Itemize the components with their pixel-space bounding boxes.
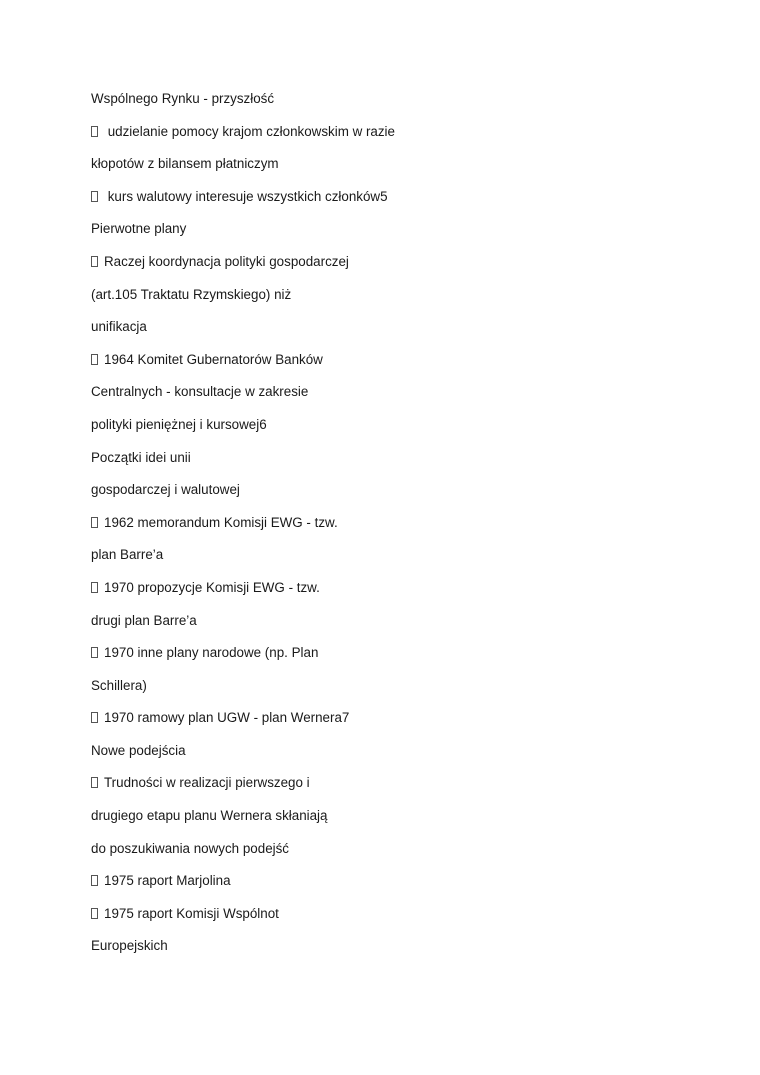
line-text: 1970 propozycje Komisji EWG - tzw. (104, 579, 320, 595)
line-text: Raczej koordynacja polityki gospodarczej (104, 253, 349, 269)
missing-glyph-icon (91, 256, 98, 267)
line-text: 1970 inne plany narodowe (np. Plan (104, 645, 319, 661)
bullet-line (91, 121, 711, 154)
text-line (91, 935, 711, 968)
line-text: 1975 raport Komisji Wspólnot (104, 905, 279, 921)
text-line (91, 838, 711, 871)
line-text: plan Barre’a (91, 547, 164, 563)
text-line (91, 675, 711, 708)
missing-glyph-icon (91, 908, 98, 919)
line-text: udzielanie pomocy krajom członkowskim w razie (104, 123, 395, 139)
missing-glyph-icon (91, 517, 98, 528)
line-text: 1970 ramowy plan UGW - plan Wernera7 (104, 710, 350, 726)
bullet-line (91, 349, 711, 382)
line-text: drugiego etapu planu Wernera skłaniają (91, 808, 328, 824)
bullet-line (91, 251, 711, 284)
missing-glyph-icon (91, 191, 98, 202)
line-text: Trudności w realizacji pierwszego i (104, 775, 310, 791)
text-line (91, 414, 711, 447)
bullet-line (91, 642, 711, 675)
line-text: Europejskich (91, 938, 168, 954)
line-text: gospodarczej i walutowej (91, 482, 240, 498)
missing-glyph-icon (91, 126, 98, 137)
missing-glyph-icon (91, 712, 98, 723)
text-line (91, 544, 711, 577)
line-text: Początki idei unii (91, 449, 191, 465)
text-line (91, 381, 711, 414)
line-text: Centralnych - konsultacje w zakresie (91, 384, 309, 400)
line-text: Schillera) (91, 677, 147, 693)
text-line (91, 805, 711, 838)
line-text: do poszukiwania nowych podejść (91, 840, 290, 856)
bullet-line (91, 870, 711, 903)
line-text: polityki pieniężnej i kursowej6 (91, 416, 267, 432)
bullet-line (91, 707, 711, 740)
missing-glyph-icon (91, 354, 98, 365)
bullet-line (91, 772, 711, 805)
line-text: 1964 Komitet Gubernatorów Banków (104, 351, 323, 367)
missing-glyph-icon (91, 582, 98, 593)
line-text: Nowe podejścia (91, 742, 186, 758)
bullet-line (91, 577, 711, 610)
bullet-line (91, 512, 711, 545)
bullet-line (91, 186, 711, 219)
document-body (91, 88, 711, 968)
line-text: (art.105 Traktatu Rzymskiego) niż (91, 286, 292, 302)
text-line (91, 284, 711, 317)
text-line (91, 316, 711, 349)
missing-glyph-icon (91, 777, 98, 788)
text-line (91, 740, 711, 773)
line-text: Pierwotne plany (91, 221, 187, 237)
line-text: kłopotów z bilansem płatniczym (91, 156, 279, 172)
missing-glyph-icon (91, 647, 98, 658)
text-line (91, 447, 711, 480)
line-text: 1962 memorandum Komisji EWG - tzw. (104, 514, 338, 530)
line-text: 1975 raport Marjolina (104, 873, 231, 889)
text-line (91, 88, 711, 121)
bullet-line (91, 903, 711, 936)
line-text: drugi plan Barre’a (91, 612, 197, 628)
line-text: unifikacja (91, 319, 147, 335)
text-line (91, 218, 711, 251)
missing-glyph-icon (91, 875, 98, 886)
line-text: kurs walutowy interesuje wszystkich członków5 (104, 188, 388, 204)
text-line (91, 610, 711, 643)
text-line (91, 479, 711, 512)
text-line (91, 153, 711, 186)
line-text: Wspólnego Rynku - przyszłość (91, 91, 275, 106)
